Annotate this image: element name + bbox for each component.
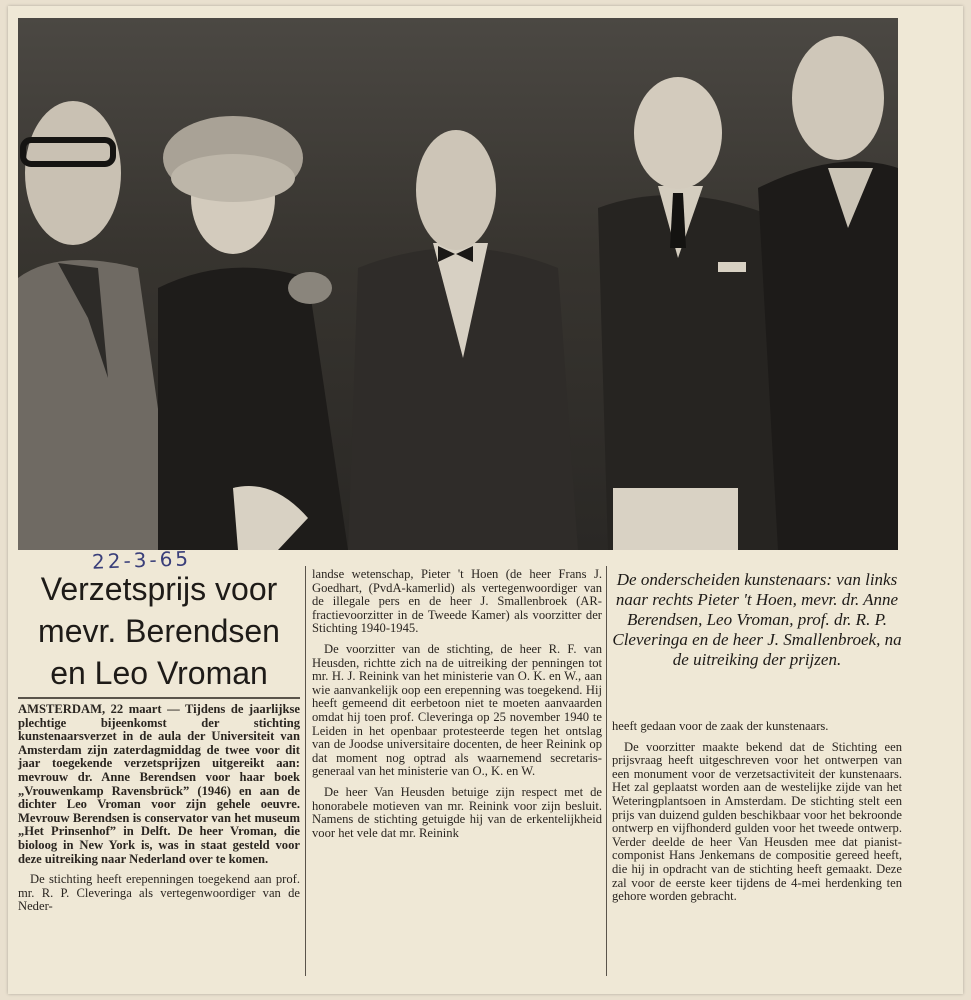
column-divider-1 [305,566,306,976]
column-divider-2 [606,566,607,976]
paragraph: landse wetenschap, Pieter 't Hoen (de heer Frans J. Goedhart, (PvdA-kamerlid) als vertegenwoordiger van de illegale pers en de heer J. Smallenbroek (AR-fractievoorzitter in de Tweede Kamer) als voorzitter der Stichting 1940-1945. [312,567,602,636]
paragraph: heeft gedaan voor de zaak der kunstenaars. [612,719,829,733]
photo-caption: De onderscheiden kunstenaars: van links naar rechts Pieter 't Hoen, mevr. dr. Anne Berendsen, Leo Vroman, prof. dr. R. P. Cleveringa en de heer J. Smallenbroek, na de uitreiking der prijzen. [612,570,902,669]
figure-man-right [758,36,898,550]
figure-man-glasses [598,77,778,550]
headline-line-1: Verzetsprijs voor [40,571,278,607]
figure-man-left [18,101,178,550]
article-column-1 [18,703,300,921]
paragraph: De stichting heeft erepenningen toegekend aan prof. mr. R. P. Cleveringa als vertegenwoordiger van de Neder- [18,872,300,914]
group-photograph [18,18,898,550]
headline-line-2: mevr. Berendsen [38,613,280,649]
article-column-3 [612,720,902,911]
paragraph: De voorzitter maakte bekend dat de Stichting een prijsvraag heeft uitgeschreven voor het ontwerpen van een monument voor de verzetsactiviteit der kunstenaars. Het zal geplaatst worden aan de westelijke zijde van het Weteringplantsoen in Amsterdam. De stichting stelt een prijs van duizend gulden beschikbaar voor het bekroonde ontwerp en vijfhonderd gulden voor het tweede ontwerp. Verder deelde de heer Van Heusden mee dat pianist-componist Hans Jenkemans de compositie gereed heeft, die hij in opdracht van de stichting heeft gemaakt. Deze zal voor de eerste keer tijdens de 4-mei herdenking ten gehore worden gebracht. [612,739,902,904]
headline-rule [18,697,300,699]
paragraph: De voorzitter van de stichting, de heer R. F. van Heusden, richtte zich na de uitreiking der penningen tot mr. H. J. Reinink van het ministerie van O. K. en W., aan wie aanvankelijk oop een erepenning was toegekend. Hij heeft gemeend dit eerbetoon niet te moeten aanvaarden omdat hij toen prof. Cleveringa op 25 november 1940 te Leiden in het openbaar protesteerde tegen het ontslag van de Joodse universitaire docenten, de heer Reinink op dat moment nog optrad als waarnemend secretaris-generaal van het ministerie van O., K. en W. [312,641,602,779]
handwritten-date: 22-3-65 [91,546,192,574]
figure-woman-hat [158,116,348,550]
article-lead: — Tijdens de jaarlijkse plechtige bijeenkomst der stichting kunstenaarsverzet in de aula der Universiteit van Amsterdam zijn zaterdagmiddag de twee voor dit jaar toegekende verzetsprijzen uitgereikt aan: mevrouw dr. Anne Berendsen voor haar boek „Vrouwenkamp Ravensbrück” (1946) en aan de dichter Leo Vroman voor zijn gehele oeuvre. Mevrouw Berendsen is conservator van het museum „Het Prinsenhof” in Delft. De heer Vroman, die bioloog in New York is, was in staat gesteld voor deze uitreiking naar Nederland over te komen. [18,702,300,866]
paragraph: De heer Van Heusden betuige zijn respect met de honorabele motieven van mr. Reinink voor zijn besluit. Namens de stichting getuigde hij van de erkentelijkheid voor het vele dat mr. Reinink [312,784,602,840]
article-column-2 [312,568,602,847]
headline-line-3: en Leo Vroman [50,655,268,691]
headline [18,568,300,694]
figure-man-bowtie [348,130,578,550]
dateline: AMSTERDAM, 22 maart [18,702,162,716]
